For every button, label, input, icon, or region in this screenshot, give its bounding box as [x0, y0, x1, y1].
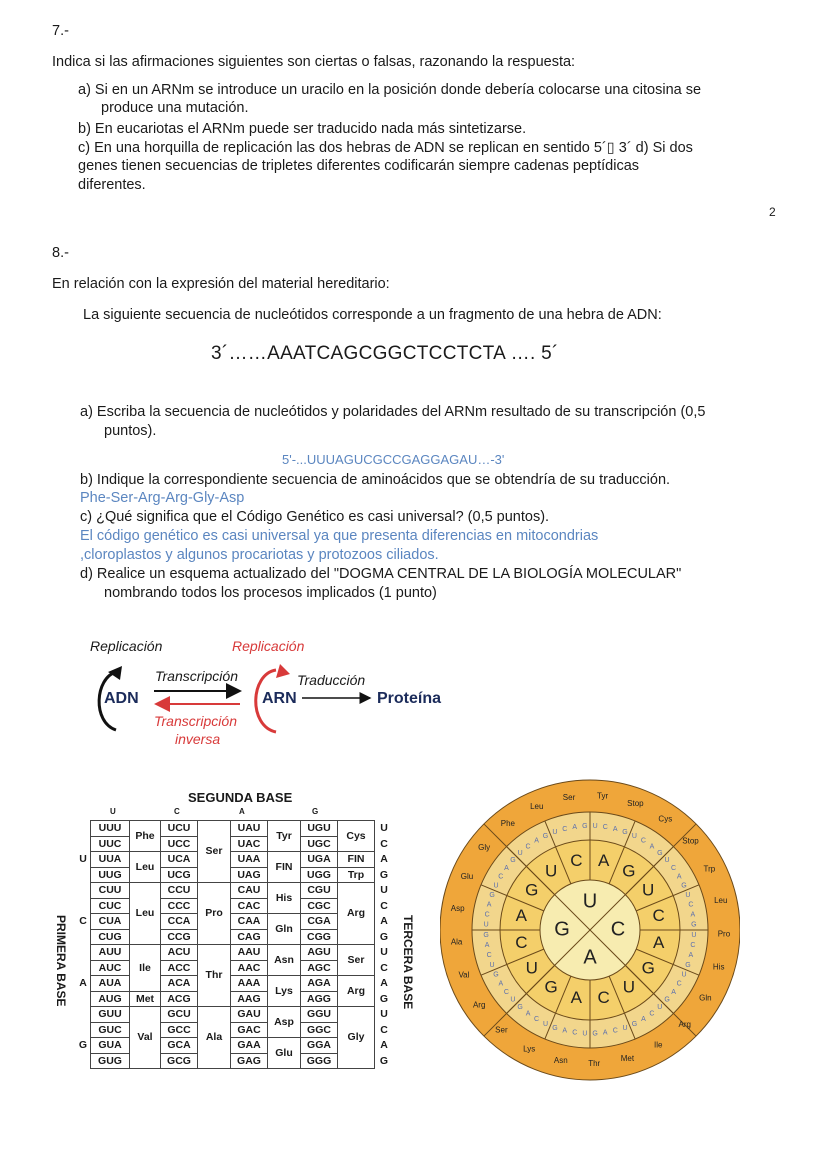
- codon-cell: AUU: [91, 945, 130, 961]
- codon-cell: GCC: [161, 1022, 198, 1038]
- wheel-second-base: C: [570, 850, 583, 870]
- wheel-third-base: U: [657, 1003, 663, 1011]
- amino-acid-cell: Asp: [268, 1007, 301, 1038]
- codon-cell: UUC: [91, 836, 130, 852]
- wheel-third-base: U: [510, 996, 516, 1004]
- first-base-letter: [76, 821, 91, 837]
- wheel-second-base: C: [515, 933, 528, 953]
- third-base-letter: C: [380, 1023, 388, 1036]
- wheel-amino-acid: Phe: [500, 819, 515, 829]
- first-base-letter: A: [79, 977, 87, 989]
- q8-c-answer-line1: El código genético es casi universal ya que presenta diferencias en mitocondrias: [80, 528, 599, 544]
- codon-cell: UUA: [91, 852, 130, 868]
- codon-cell: AGU: [301, 945, 338, 961]
- amino-acid-cell: Asn: [268, 945, 301, 976]
- codon-cell: UUG: [91, 867, 130, 883]
- third-base-letter: C: [380, 899, 388, 912]
- wheel-third-base: C: [676, 980, 682, 988]
- wheel-third-base: C: [649, 1010, 655, 1018]
- wheel-second-base: G: [622, 861, 636, 881]
- second-base-U: U: [110, 807, 116, 816]
- codon-cell: AAG: [231, 991, 268, 1007]
- codon-cell: UCA: [161, 852, 198, 868]
- codon-cell: AGA: [301, 976, 338, 992]
- wheel-third-base: G: [489, 891, 495, 899]
- wheel-third-base: G: [664, 996, 670, 1004]
- third-base-letter: C: [380, 961, 388, 974]
- wheel-third-base: C: [498, 873, 504, 881]
- codon-cell: CCU: [161, 883, 198, 899]
- codon-cell: UAA: [231, 852, 268, 868]
- wheel-second-base: A: [652, 933, 665, 953]
- second-base-header: [92, 807, 382, 819]
- codon-cell: UCG: [161, 867, 198, 883]
- wheel-second-base: U: [642, 880, 655, 900]
- wheel-inner-base: G: [554, 918, 570, 941]
- amino-acid-cell: Trp: [338, 867, 375, 883]
- q8-intro: En relación con la expresión del material hereditario:: [52, 276, 390, 292]
- wheel-third-base: C: [486, 952, 492, 960]
- codon-cell: CAC: [231, 898, 268, 914]
- wheel-third-base: G: [493, 971, 499, 979]
- codon-cell: ACG: [161, 991, 198, 1007]
- wheel-amino-acid: Cys: [658, 814, 673, 824]
- wheel-amino-acid: Arg: [472, 1000, 486, 1010]
- codon-cell: GUU: [91, 1007, 130, 1023]
- first-base-label: PRIMERA BASE: [54, 915, 68, 1007]
- codon-cell: UAG: [231, 867, 268, 883]
- amino-acid-cell: Ser: [338, 945, 375, 976]
- wheel-amino-acid: Ala: [450, 937, 463, 947]
- amino-acid-cell: Lys: [268, 976, 301, 1007]
- third-base-letter: U: [380, 1008, 388, 1020]
- wheel-third-base: G: [631, 1020, 638, 1028]
- amino-acid-cell: His: [268, 883, 301, 914]
- label-adn: ADN: [104, 690, 139, 707]
- wheel-amino-acid: Trp: [703, 864, 716, 874]
- codon-row: [76, 945, 393, 961]
- wheel-third-base: U: [489, 961, 495, 969]
- codon-cell: CUU: [91, 883, 130, 899]
- codon-row: [76, 852, 393, 868]
- wheel-third-base: G: [681, 882, 687, 890]
- codon-cell: UAC: [231, 836, 268, 852]
- first-base-letter: C: [79, 915, 87, 927]
- wheel-third-base: G: [657, 849, 663, 857]
- codon-cell: CCA: [161, 914, 198, 930]
- codon-cell: CAG: [231, 929, 268, 945]
- wheel-third-base: G: [685, 961, 691, 969]
- wheel-third-base: U: [483, 921, 489, 929]
- codon-cell: AAU: [231, 945, 268, 961]
- wheel-third-base: A: [484, 942, 490, 950]
- third-base-letter: A: [380, 915, 388, 927]
- wheel-second-base: A: [570, 988, 583, 1008]
- codon-cell: GCU: [161, 1007, 198, 1023]
- wheel-third-base: C: [503, 988, 509, 996]
- wheel-amino-acid: Thr: [588, 1059, 601, 1069]
- wheel-third-base: U: [493, 882, 499, 890]
- codon-cell: AUC: [91, 960, 130, 976]
- codon-cell: CUG: [91, 929, 130, 945]
- third-base-letter: U: [380, 884, 388, 896]
- first-base-letter: [76, 960, 91, 976]
- codon-cell: AGC: [301, 960, 338, 976]
- wheel-third-base: A: [688, 952, 694, 960]
- wheel-third-base: G: [691, 921, 697, 929]
- wheel-second-base: C: [597, 988, 610, 1008]
- wheel-third-base: A: [525, 1010, 531, 1018]
- wheel-amino-acid: Arg: [678, 1019, 691, 1029]
- second-base-C: C: [174, 807, 180, 816]
- q8-lead: La siguiente secuencia de nucleótidos corresponde a un fragmento de una hebra de ADN:: [83, 307, 662, 323]
- label-transcripcion-inversa-1: Transcripción: [154, 713, 237, 729]
- codon-cell: GUC: [91, 1022, 130, 1038]
- wheel-amino-acid: Leu: [714, 895, 728, 905]
- codon-cell: UGC: [301, 836, 338, 852]
- wheel-amino-acid: Ile: [653, 1040, 663, 1050]
- amino-acid-cell: Glu: [268, 1038, 301, 1069]
- wheel-third-base: A: [498, 980, 504, 988]
- wheel-third-base: G: [552, 1024, 558, 1032]
- codon-cell: GCA: [161, 1038, 198, 1054]
- first-base-letter: [76, 867, 91, 883]
- wheel-third-base: C: [562, 825, 568, 833]
- wheel-third-base: A: [562, 1027, 568, 1035]
- wheel-amino-acid: Ser: [495, 1025, 508, 1035]
- replication-loop-arn-arrow: [276, 664, 290, 678]
- wheel-amino-acid: Met: [620, 1053, 635, 1063]
- codon-cell: AGG: [301, 991, 338, 1007]
- wheel-second-base: C: [652, 905, 665, 925]
- q7-c-line2: genes tienen secuencias de tripletes diferentes codificarán siempre cadenas peptídicas: [78, 158, 640, 174]
- wheel-amino-acid: Ser: [562, 792, 576, 802]
- wheel-amino-acid: Asn: [553, 1055, 568, 1065]
- codon-cell: AUG: [91, 991, 130, 1007]
- q8-a-answer: 5'-...UUUAGUCGCCGAGGAGAU…-3': [282, 452, 505, 467]
- q8-c-answer-line2: ,cloroplastos y algunos procariotas y protozoos ciliados.: [80, 547, 439, 563]
- q8-d-line1: d) Realice un esquema actualizado del "DOGMA CENTRAL DE LA BIOLOGÍA MOLECULAR": [80, 566, 682, 582]
- q8-b: b) Indique la correspondiente secuencia de aminoácidos que se obtendría de su traducción.: [80, 472, 671, 488]
- codon-cell: ACC: [161, 960, 198, 976]
- q8-c: c) ¿Qué significa que el Código Genético es casi universal? (0,5 puntos).: [80, 509, 550, 525]
- q8-a-line2: puntos).: [104, 423, 157, 439]
- codon-cell: CGU: [301, 883, 338, 899]
- first-base-letter: U: [79, 853, 87, 865]
- codon-grid: [76, 820, 393, 1069]
- wheel-amino-acid: Asp: [450, 904, 465, 914]
- label-traduccion: Traducción: [297, 672, 366, 688]
- first-base-letter: G: [78, 1039, 88, 1051]
- codon-cell: GAA: [231, 1038, 268, 1054]
- codon-cell: CUC: [91, 898, 130, 914]
- third-base-letter: A: [380, 1039, 388, 1051]
- third-base-letter: C: [380, 837, 388, 850]
- codon-cell: UGG: [301, 867, 338, 883]
- codon-cell: UGA: [301, 852, 338, 868]
- wheel-third-base: G: [592, 1030, 598, 1038]
- codon-cell: GAC: [231, 1022, 268, 1038]
- wheel-second-base: U: [525, 958, 538, 978]
- wheel-third-base: A: [504, 864, 509, 872]
- first-base-letter: [76, 898, 91, 914]
- first-base-letter: [76, 1022, 91, 1038]
- codon-cell: GGU: [301, 1007, 338, 1023]
- wheel-third-base: G: [483, 931, 489, 939]
- first-base-letter: [76, 991, 91, 1007]
- codon-cell: GGG: [301, 1053, 338, 1069]
- q8-a-line1: a) Escriba la secuencia de nucleótidos y polaridades del ARNm resultado de su transcripción (0,5: [80, 404, 706, 420]
- codon-cell: UCC: [161, 836, 198, 852]
- codon-cell: GUG: [91, 1053, 130, 1069]
- codon-cell: GUA: [91, 1038, 130, 1054]
- wheel-amino-acid: Gly: [478, 842, 491, 852]
- wheel-third-base: C: [484, 911, 490, 919]
- codon-table-figure: [52, 785, 427, 1085]
- amino-acid-cell: Met: [130, 991, 161, 1007]
- label-arn: ARN: [262, 690, 297, 707]
- label-transcripcion-inversa-2: inversa: [175, 731, 221, 747]
- codon-cell: CCG: [161, 929, 198, 945]
- wheel-third-base: U: [517, 849, 523, 857]
- amino-acid-cell: Gln: [268, 914, 301, 945]
- codon-cell: AAA: [231, 976, 268, 992]
- wheel-third-base: A: [641, 1016, 646, 1024]
- first-base-letter: [76, 883, 91, 899]
- codon-cell: ACU: [161, 945, 198, 961]
- wheel-third-base: C: [534, 1016, 540, 1024]
- wheel-amino-acid: Tyr: [597, 791, 609, 801]
- wheel-amino-acid: Stop: [627, 799, 644, 809]
- wheel-third-base: U: [582, 1030, 588, 1038]
- amino-acid-cell: Arg: [338, 976, 375, 1007]
- first-base-letter: [76, 945, 91, 961]
- wheel-third-base: A: [602, 1029, 608, 1037]
- second-base-G: G: [312, 807, 319, 816]
- wheel-inner-base: C: [610, 918, 626, 941]
- q7-c-line3: diferentes.: [78, 177, 146, 193]
- amino-acid-cell: Ser: [198, 821, 231, 883]
- wheel-third-base: A: [486, 901, 492, 909]
- wheel-third-base: A: [612, 825, 618, 833]
- q7-number: 7.-: [52, 23, 69, 39]
- replication-loop-adn-arrow: [108, 666, 122, 680]
- wheel-third-base: C: [525, 843, 531, 851]
- amino-acid-cell: Thr: [198, 945, 231, 1007]
- codon-cell: CUA: [91, 914, 130, 930]
- wheel-third-base: U: [622, 1024, 628, 1032]
- third-base-letter: U: [380, 822, 388, 834]
- label-proteina: Proteína: [377, 690, 442, 707]
- codon-table: [76, 820, 393, 1069]
- wheel-third-base: U: [552, 828, 558, 836]
- q8-d-line2: nombrando todos los procesos implicados (1 punto): [104, 585, 437, 601]
- codon-row: [76, 867, 393, 883]
- wheel-third-base: C: [690, 942, 696, 950]
- wheel-third-base: C: [640, 837, 646, 845]
- wheel-third-base: U: [681, 971, 687, 979]
- wheel-third-base: A: [534, 837, 539, 845]
- codon-cell: CCC: [161, 898, 198, 914]
- third-base-letter: A: [380, 853, 388, 865]
- codon-cell: ACA: [161, 976, 198, 992]
- wheel-third-base: U: [685, 891, 691, 899]
- codon-cell: AAC: [231, 960, 268, 976]
- wheel-third-base: U: [691, 931, 697, 939]
- codon-row: [76, 883, 393, 899]
- codon-cell: CGG: [301, 929, 338, 945]
- wheel-third-base: A: [572, 823, 578, 831]
- codon-cell: GCG: [161, 1053, 198, 1069]
- wheel-third-base: G: [582, 822, 588, 830]
- codon-row: [76, 1007, 393, 1023]
- amino-acid-cell: FIN: [338, 852, 375, 868]
- wheel-amino-acid: Leu: [530, 802, 544, 812]
- wheel-amino-acid: Pro: [717, 929, 731, 939]
- codon-cell: CGC: [301, 898, 338, 914]
- first-base-letter: [76, 1053, 91, 1069]
- wheel-second-base: G: [544, 977, 558, 997]
- amino-acid-cell: Leu: [130, 883, 161, 945]
- amino-acid-cell: Tyr: [268, 821, 301, 852]
- wheel-amino-acid: Lys: [523, 1044, 536, 1054]
- q7-c-line1: c) En una horquilla de replicación las dos hebras de ADN se replican en sentido 5´▯ 3´ d) Si dos: [78, 140, 693, 156]
- codon-cell: UAU: [231, 821, 268, 837]
- dna-sequence: 3´……AAATCAGCGGCTCCTCTA …. 5´: [211, 343, 559, 364]
- codon-wheel: [440, 765, 740, 1085]
- first-base-letter: [76, 929, 91, 945]
- wheel-second-base: G: [641, 958, 655, 978]
- wheel-third-base: G: [517, 1003, 523, 1011]
- q7-intro: Indica si las afirmaciones siguientes son ciertas o falsas, razonando la respuesta:: [52, 54, 576, 70]
- wheel-amino-acid: Val: [458, 970, 470, 980]
- codon-cell: UGU: [301, 821, 338, 837]
- third-base-letter: G: [379, 992, 389, 1005]
- codon-cell: GAU: [231, 1007, 268, 1023]
- first-base-letter: [76, 1007, 91, 1023]
- wheel-third-base: A: [676, 873, 682, 881]
- codon-cell: GAG: [231, 1053, 268, 1069]
- amino-acid-cell: Gly: [338, 1007, 375, 1069]
- wheel-second-base: U: [544, 861, 558, 881]
- third-base-letter: U: [380, 946, 388, 958]
- third-base-letter: G: [379, 868, 389, 881]
- wheel-amino-acid: His: [712, 962, 725, 972]
- wheel-second-base: G: [525, 880, 539, 900]
- amino-acid-cell: FIN: [268, 852, 301, 883]
- q7-a-line1: a) Si en un ARNm se introduce un uracilo en la posición donde debería colocarse una citosina se: [78, 82, 702, 98]
- wheel-third-base: C: [688, 901, 694, 909]
- amino-acid-cell: Arg: [338, 883, 375, 945]
- wheel-third-base: G: [622, 828, 628, 836]
- amino-acid-cell: Val: [130, 1007, 161, 1069]
- wheel-second-base: U: [622, 977, 636, 997]
- wheel-third-base: U: [592, 822, 598, 830]
- amino-acid-cell: Pro: [198, 883, 231, 945]
- codon-cell: UCU: [161, 821, 198, 837]
- wheel-amino-acid: Glu: [460, 871, 474, 881]
- wheel-amino-acid: Gln: [699, 993, 712, 1003]
- wheel-third-base: C: [602, 823, 608, 831]
- q8-b-answer: Phe-Ser-Arg-Arg-Gly-Asp: [80, 490, 245, 506]
- q8-number: 8.-: [52, 245, 69, 261]
- third-base-letter: G: [379, 930, 389, 943]
- second-base-A: A: [239, 807, 245, 816]
- amino-acid-cell: Cys: [338, 821, 375, 852]
- codon-cell: GGC: [301, 1022, 338, 1038]
- wheel-third-base: U: [664, 857, 670, 865]
- third-base-letter: A: [380, 977, 388, 989]
- codon-row: [76, 976, 393, 992]
- third-base-letter: G: [379, 1054, 389, 1067]
- wheel-third-base: G: [542, 832, 549, 840]
- wheel-third-base: G: [510, 857, 516, 865]
- dogma-diagram: [80, 630, 480, 750]
- codon-wheel-figure: [440, 765, 740, 1085]
- third-base-label: TERCERA BASE: [401, 915, 415, 1010]
- wheel-third-base: A: [671, 988, 676, 996]
- codon-cell: GGA: [301, 1038, 338, 1054]
- wheel-third-base: U: [631, 832, 637, 840]
- wheel-third-base: U: [543, 1020, 549, 1028]
- wheel-third-base: C: [612, 1027, 618, 1035]
- wheel-second-base: A: [515, 905, 528, 925]
- page-number: 2: [769, 205, 776, 219]
- amino-acid-cell: Ile: [130, 945, 161, 992]
- amino-acid-cell: Leu: [130, 852, 161, 883]
- label-replicacion-arn: Replicación: [232, 638, 305, 654]
- label-replicacion-adn: Replicación: [90, 638, 163, 654]
- wheel-third-base: A: [690, 911, 696, 919]
- codon-cell: CGA: [301, 914, 338, 930]
- first-base-letter: [76, 836, 91, 852]
- wheel-inner-base: A: [583, 946, 597, 969]
- wheel-second-base: A: [597, 850, 610, 870]
- codon-cell: AUA: [91, 976, 130, 992]
- q7-b: b) En eucariotas el ARNm puede ser traducido nada más sintetizarse.: [78, 121, 527, 137]
- wheel-third-base: C: [572, 1029, 578, 1037]
- wheel-third-base: A: [649, 843, 655, 851]
- label-transcripcion: Transcripción: [155, 668, 238, 684]
- codon-cell: CAA: [231, 914, 268, 930]
- wheel-amino-acid: Stop: [682, 836, 699, 846]
- amino-acid-cell: Ala: [198, 1007, 231, 1069]
- amino-acid-cell: Phe: [130, 821, 161, 852]
- codon-row: [76, 821, 393, 837]
- codon-table-title: SEGUNDA BASE: [188, 790, 293, 805]
- codon-cell: CAU: [231, 883, 268, 899]
- wheel-inner-base: U: [582, 890, 598, 913]
- q7-a-line2: produce una mutación.: [101, 100, 249, 116]
- codon-cell: UUU: [91, 821, 130, 837]
- wheel-third-base: C: [671, 864, 677, 872]
